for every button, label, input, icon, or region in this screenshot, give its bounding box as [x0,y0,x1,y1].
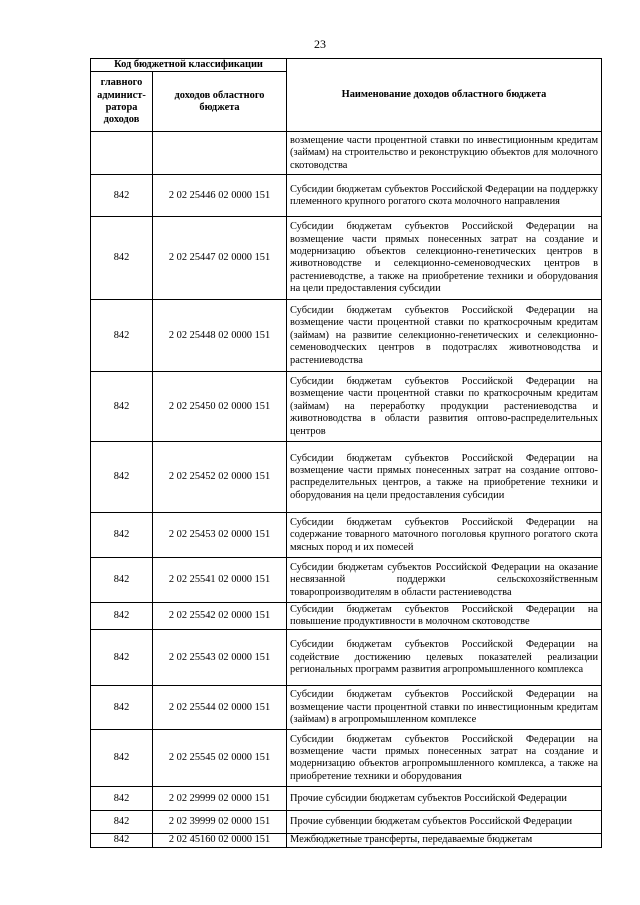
cell-income-name: Субсидии бюджетам субъектов Российской Федерации на возмещение части процентной ставки по краткосрочным кредитам (займам) на переработку продукции растениеводства и животноводства в области развития оптово-распределительных центров [287,372,602,442]
table-row [91,686,602,730]
table-row [91,811,602,834]
cell-admin-code: 842 [91,300,153,372]
cell-admin-code: 842 [91,372,153,442]
cell-income-name: Субсидии бюджетам субъектов Российской Федерации на поддержку племенного крупного рогатого скота молочного направления [287,175,602,217]
cell-budget-code [153,132,287,175]
cell-income-name: Прочие субсидии бюджетам субъектов Российской Федерации [287,787,602,811]
cell-admin-code: 842 [91,811,153,834]
cell-budget-code: 2 02 25446 02 0000 151 [153,175,287,217]
cell-budget-code: 2 02 25450 02 0000 151 [153,372,287,442]
cell-income-name: Субсидии бюджетам субъектов Российской Федерации на возмещение части прямых понесенных затрат на создание оптово-распределительных центров, а также на приобретение техники и оборудования на цели предоставления субсидии [287,442,602,513]
cell-budget-code: 2 02 25545 02 0000 151 [153,730,287,787]
cell-income-name: Субсидии бюджетам субъектов Российской Федерации на оказание несвязанной поддержки сельскохозяйственным товаропроизводителям в области растениеводства [287,558,602,603]
cell-budget-code: 2 02 25453 02 0000 151 [153,513,287,558]
table-row [91,834,602,847]
cell-budget-code: 2 02 45160 02 0000 151 [153,834,287,847]
budget-classification-table [90,58,602,848]
cell-budget-code: 2 02 39999 02 0000 151 [153,811,287,834]
cell-admin-code: 842 [91,686,153,730]
table-row [91,372,602,442]
cell-income-name: Субсидии бюджетам субъектов Российской Федерации на возмещение части процентной ставки по краткосрочным кредитам (займам) на развитие селекционно-генетических и селекционно-семеноводческих центров в подотраслях животноводства и растениеводства [287,300,602,372]
table-row [91,175,602,217]
cell-income-name: Субсидии бюджетам субъектов Российской Федерации на возмещение части прямых понесенных затрат на создание и модернизацию объектов селекционно-генетических центров в животноводстве и селекционно-семеноводческих центров в растениеводстве, а также на приобретение техники и оборудования на цели предоставления субсидии [287,217,602,300]
cell-budget-code: 2 02 29999 02 0000 151 [153,787,287,811]
table-row [91,300,602,372]
cell-admin-code: 842 [91,442,153,513]
table-row [91,630,602,686]
table-row [91,442,602,513]
table-row [91,603,602,630]
cell-budget-code: 2 02 25543 02 0000 151 [153,630,287,686]
cell-budget-code: 2 02 25452 02 0000 151 [153,442,287,513]
cell-admin-code: 842 [91,513,153,558]
cell-income-name: Прочие субвенции бюджетам субъектов Российской Федерации [287,811,602,834]
header-name-column: Наименование доходов областного бюджета [287,59,602,132]
cell-admin-code [91,132,153,175]
cell-income-name: Субсидии бюджетам субъектов Российской Федерации на возмещение части процентной ставки по инвестиционным кредитам (займам) в агропромышленном комплексе [287,686,602,730]
table-row [91,513,602,558]
cell-admin-code: 842 [91,834,153,847]
cell-income-name: Межбюджетные трансферты, передаваемые бюджетам [287,834,602,847]
cell-budget-code: 2 02 25544 02 0000 151 [153,686,287,730]
cell-income-name: возмещение части процентной ставки по инвестиционным кредитам (займам) на строительство и реконструкцию объектов для молочного скотоводства [287,132,602,175]
table-row [91,787,602,811]
cell-admin-code: 842 [91,730,153,787]
cell-budget-code: 2 02 25542 02 0000 151 [153,603,287,630]
header-classification-code: Код бюджетной классификации [91,59,287,72]
table-row [91,217,602,300]
cell-income-name: Субсидии бюджетам субъектов Российской Федерации на повышение продуктивности в молочном скотоводстве [287,603,602,630]
table-row [91,558,602,603]
cell-admin-code: 842 [91,787,153,811]
cell-admin-code: 842 [91,630,153,686]
table-row [91,132,602,175]
cell-budget-code: 2 02 25448 02 0000 151 [153,300,287,372]
table-row [91,730,602,787]
header-code-column: доходов областного бюджета [153,72,287,132]
cell-budget-code: 2 02 25541 02 0000 151 [153,558,287,603]
header-admin-column: главного админист-ратора доходов [91,72,153,132]
cell-budget-code: 2 02 25447 02 0000 151 [153,217,287,300]
cell-admin-code: 842 [91,603,153,630]
cell-income-name: Субсидии бюджетам субъектов Российской Федерации на возмещение части прямых понесенных затрат на создание и модернизацию объектов агропромышленного комплекса, а также на приобретение техники и оборудования [287,730,602,787]
page-number: 23 [314,37,326,51]
cell-admin-code: 842 [91,558,153,603]
cell-admin-code: 842 [91,217,153,300]
cell-income-name: Субсидии бюджетам субъектов Российской Федерации на содержание товарного маточного поголовья крупного рогатого скота мясных пород и их помесей [287,513,602,558]
cell-admin-code: 842 [91,175,153,217]
cell-income-name: Субсидии бюджетам субъектов Российской Федерации на содействие достижению целевых показателей реализации региональных программ развития агропромышленного комплекса [287,630,602,686]
